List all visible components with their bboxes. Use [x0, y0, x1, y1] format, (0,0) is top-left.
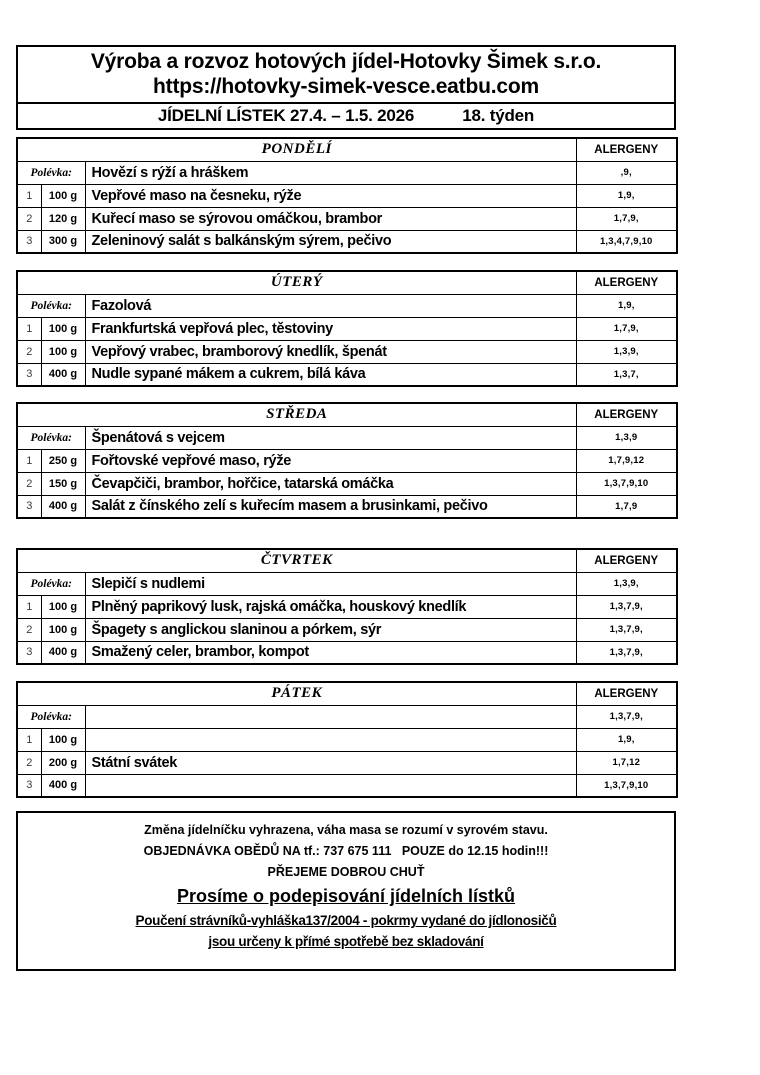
- menu-title-row: [18, 104, 674, 128]
- meal-dish: Státní svátek: [85, 751, 576, 774]
- meal-dish: [85, 728, 576, 751]
- meal-number: 2: [17, 751, 41, 774]
- meal-allergens: 1,3,7,9,10: [576, 472, 677, 495]
- note-bon-appetit: PŘEJEME DOBROU CHUŤ: [267, 865, 425, 879]
- meal-number: 1: [17, 728, 41, 751]
- soup-label: Polévka:: [17, 705, 85, 728]
- day-table-0: [16, 137, 678, 254]
- meal-weight: 120 g: [41, 207, 85, 230]
- menu-title: JÍDELNÍ LÍSTEK 27.4. – 1.5. 2026: [157, 106, 415, 125]
- soup-dish: Slepičí s nudlemi: [85, 572, 576, 595]
- meal-number: 2: [17, 207, 41, 230]
- footer-notes: [16, 811, 676, 971]
- meal-dish: Salát z čínského zelí s kuřecím masem a brusinkami, pečivo: [85, 495, 576, 518]
- meal-weight: 300 g: [41, 230, 85, 253]
- meal-dish: Frankfurtská vepřová plec, těstoviny: [85, 317, 576, 340]
- soup-allergens: ,9,: [576, 161, 677, 184]
- menu-content: [16, 45, 676, 971]
- soup-allergens: 1,3,7,9,: [576, 705, 677, 728]
- note-sign-menus: Prosíme o podepisování jídelních lístků: [176, 886, 516, 906]
- week-number: 18. týden: [462, 106, 535, 125]
- meal-number: 3: [17, 363, 41, 386]
- day-name-label: PÁTEK: [17, 682, 576, 705]
- document-header: [16, 45, 676, 130]
- meal-number: 3: [17, 230, 41, 253]
- meal-number: 2: [17, 472, 41, 495]
- website-url: https://hotovky-simek-vesce.eatbu.com: [153, 75, 539, 98]
- meal-number: 3: [17, 641, 41, 664]
- meal-allergens: 1,3,7,9,10: [576, 774, 677, 797]
- soup-label: Polévka:: [17, 161, 85, 184]
- meal-allergens: 1,9,: [576, 184, 677, 207]
- allergens-column-header: ALERGENY: [576, 549, 677, 572]
- meal-weight: 150 g: [41, 472, 85, 495]
- soup-allergens: 1,3,9,: [576, 572, 677, 595]
- meal-dish: Plněný paprikový lusk, rajská omáčka, houskový knedlík: [85, 595, 576, 618]
- meal-weight: 100 g: [41, 317, 85, 340]
- meal-weight: 100 g: [41, 618, 85, 641]
- soup-label: Polévka:: [17, 572, 85, 595]
- meal-number: 3: [17, 495, 41, 518]
- company-title-block: [18, 47, 674, 104]
- meal-weight: 400 g: [41, 774, 85, 797]
- soup-allergens: 1,9,: [576, 294, 677, 317]
- day-menu-tables: [16, 137, 676, 798]
- meal-weight: 400 g: [41, 641, 85, 664]
- meal-allergens: 1,3,4,7,9,10: [576, 230, 677, 253]
- meal-weight: 100 g: [41, 728, 85, 751]
- company-name: Výroba a rozvoz hotových jídel-Hotovky Šimek s.r.o.: [90, 50, 602, 73]
- meal-weight: 400 g: [41, 495, 85, 518]
- allergens-column-header: ALERGENY: [576, 271, 677, 294]
- day-name-label: PONDĚLÍ: [17, 138, 576, 161]
- soup-dish: Hovězí s rýží a hráškem: [85, 161, 576, 184]
- soup-label: Polévka:: [17, 294, 85, 317]
- allergens-column-header: ALERGENY: [576, 682, 677, 705]
- meal-number: 1: [17, 449, 41, 472]
- day-table-4: [16, 681, 678, 798]
- day-table-1: [16, 270, 678, 387]
- meal-allergens: 1,7,9: [576, 495, 677, 518]
- meal-allergens: 1,3,9,: [576, 340, 677, 363]
- meal-dish: Nudle sypané mákem a cukrem, bílá káva: [85, 363, 576, 386]
- meal-allergens: 1,3,7,9,: [576, 595, 677, 618]
- meal-allergens: 1,7,12: [576, 751, 677, 774]
- meal-dish: Vepřové maso na česneku, rýže: [85, 184, 576, 207]
- meal-number: 1: [17, 184, 41, 207]
- soup-allergens: 1,3,9: [576, 426, 677, 449]
- meal-weight: 200 g: [41, 751, 85, 774]
- day-name-label: STŘEDA: [17, 403, 576, 426]
- meal-dish: Vepřový vrabec, bramborový knedlík, špenát: [85, 340, 576, 363]
- meal-dish: Špagety s anglickou slaninou a pórkem, sýr: [85, 618, 576, 641]
- meal-dish: [85, 774, 576, 797]
- meal-weight: 100 g: [41, 595, 85, 618]
- allergens-column-header: ALERGENY: [576, 138, 677, 161]
- note-order-info: OBJEDNÁVKA OBĚDŮ NA tf.: 737 675 111 POUZE do 12.15 hodin!!!: [143, 844, 549, 858]
- meal-weight: 100 g: [41, 340, 85, 363]
- soup-dish: [85, 705, 576, 728]
- meal-weight: 250 g: [41, 449, 85, 472]
- allergens-column-header: ALERGENY: [576, 403, 677, 426]
- note-regulation-line1: Poučení strávníků-vyhláška137/2004 - pokrmy vydané do jídlonosičů: [135, 913, 557, 928]
- day-name-label: ÚTERÝ: [17, 271, 576, 294]
- meal-weight: 400 g: [41, 363, 85, 386]
- meal-allergens: 1,7,9,: [576, 207, 677, 230]
- meal-allergens: 1,7,9,: [576, 317, 677, 340]
- meal-weight: 100 g: [41, 184, 85, 207]
- meal-dish: Smažený celer, brambor, kompot: [85, 641, 576, 664]
- meal-dish: Kuřecí maso se sýrovou omáčkou, brambor: [85, 207, 576, 230]
- meal-allergens: 1,3,7,: [576, 363, 677, 386]
- meal-number: 2: [17, 340, 41, 363]
- meal-dish: Zeleninový salát s balkánským sýrem, pečivo: [85, 230, 576, 253]
- soup-dish: Fazolová: [85, 294, 576, 317]
- soup-dish: Špenátová s vejcem: [85, 426, 576, 449]
- meal-allergens: 1,3,7,9,: [576, 641, 677, 664]
- day-table-3: [16, 548, 678, 665]
- meal-allergens: 1,3,7,9,: [576, 618, 677, 641]
- meal-dish: Čevapčiči, brambor, hořčice, tatarská omáčka: [85, 472, 576, 495]
- meal-number: 1: [17, 317, 41, 340]
- meal-number: 2: [17, 618, 41, 641]
- note-menu-change: Změna jídelníčku vyhrazena, váha masa se rozumí v syrovém stavu.: [144, 823, 548, 837]
- meal-number: 3: [17, 774, 41, 797]
- day-table-2: [16, 402, 678, 519]
- meal-dish: Fořtovské vepřové maso, rýže: [85, 449, 576, 472]
- day-name-label: ČTVRTEK: [17, 549, 576, 572]
- meal-allergens: 1,9,: [576, 728, 677, 751]
- note-regulation-line2: jsou určeny k přímé spotřebě bez skladování: [208, 934, 484, 949]
- meal-allergens: 1,7,9,12: [576, 449, 677, 472]
- meal-number: 1: [17, 595, 41, 618]
- soup-label: Polévka:: [17, 426, 85, 449]
